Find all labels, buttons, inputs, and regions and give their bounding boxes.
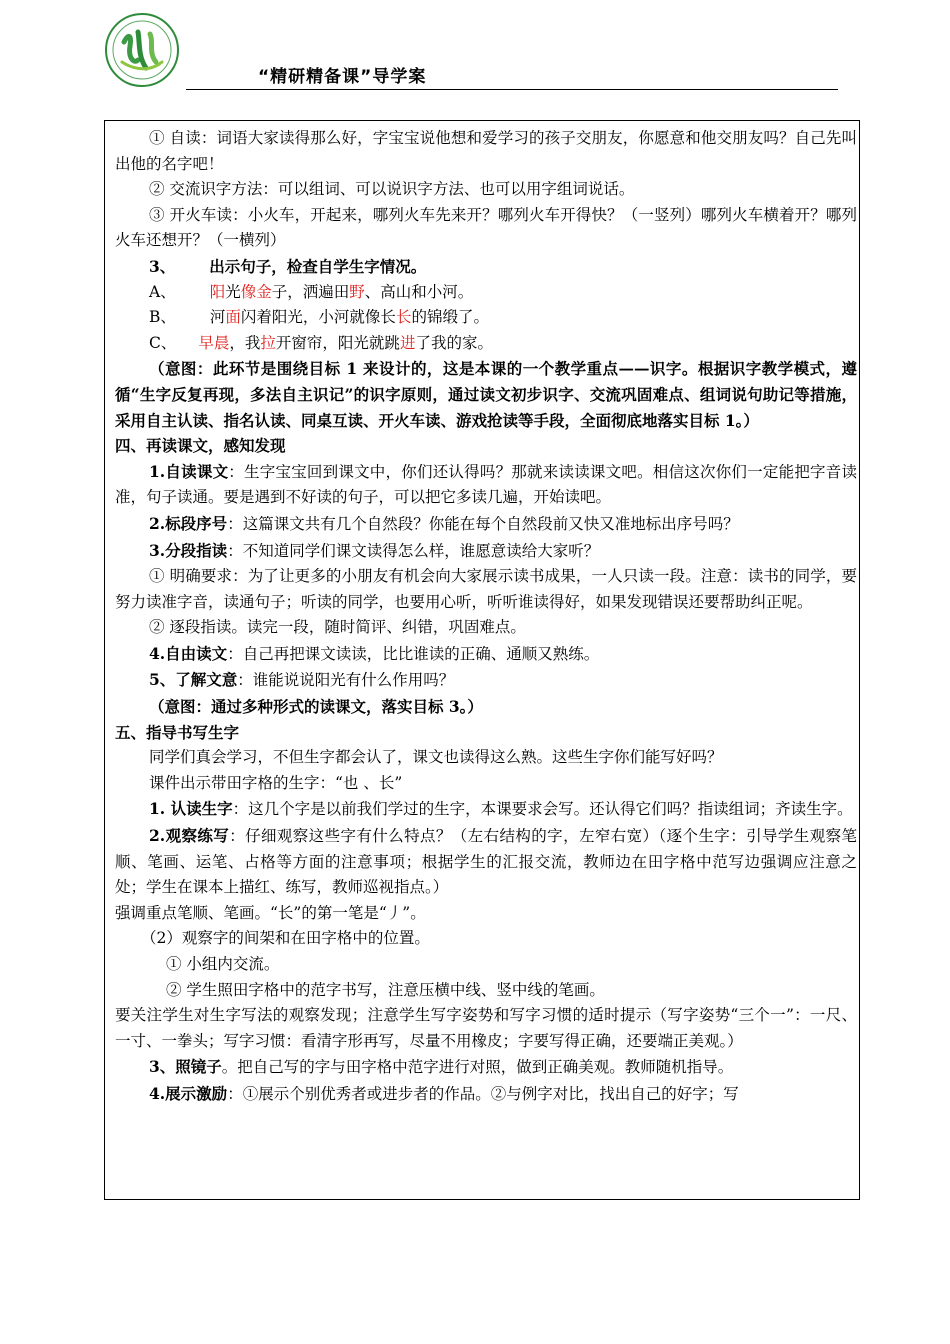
step-3-number: 3、	[149, 256, 176, 276]
paragraph-exchange-methods: ② 交流识字方法：可以组词、可以说识字方法、也可以用字组词说话。	[149, 180, 635, 199]
highlight-char: 像	[240, 282, 257, 301]
sentence-b-label: B、	[149, 308, 176, 327]
step-label: 2.观察练写	[149, 826, 230, 846]
paragraph-structure-observe: （2）观察字的间架和在田字格中的位置。	[141, 929, 430, 948]
step-5-1	[115, 796, 857, 823]
lesson-content	[115, 126, 857, 1108]
step-3-heading	[115, 254, 857, 280]
intent-note-1: （意图：此环节是围绕目标 1 来设计的，这是本课的一个教学重点——识字。根据识字教学模式，遵循“生字反复再现，多法自主识记”的识字原则，通过读文初步识字、交流巩固难点、组词说句助记等措施，采用自主认读、指名认读、同桌互读、开火车读、游戏抢读等手段，全面彻底地落实目标 1。）	[115, 359, 857, 430]
step-label: 3.分段指读	[149, 540, 228, 560]
highlight-char: 进	[399, 333, 416, 352]
step-4-1	[115, 459, 857, 511]
step-text: ：不知道同学们课文读得怎么样，谁愿意读给大家听？	[227, 541, 600, 560]
step-label: 4.展示激励	[149, 1083, 228, 1103]
intent-note-2: （意图：通过多种形式的读课文，落实目标 3。）	[149, 697, 483, 717]
highlight-char: 野	[349, 282, 365, 301]
step-3-text: 出示句子，检查自学生字情况。	[209, 256, 427, 276]
sentence-text: 的锦缎了。	[411, 308, 489, 327]
paragraph-group-exchange: ① 小组内交流。	[166, 955, 280, 973]
sentence-text: 子，洒遍田	[271, 282, 350, 301]
sentence-text: 了我的家。	[415, 333, 493, 352]
paragraph-model-writing: ② 学生照田字格中的范字书写，注意压横中线、竖中线的笔画。	[166, 980, 605, 999]
step-label: 1.自读课文	[149, 461, 229, 481]
header-divider	[186, 89, 838, 90]
step-label: 3、照镜子	[149, 1057, 222, 1077]
step-text: ：①展示个别优秀者或进步者的作品。②与例字对比，找出自己的好字；写	[227, 1084, 739, 1103]
step-text: ：仔细观察这些字有什么特点？（左右结构的字，左窄右宽）（逐个生字：引导学生观察笔顺、笔画、运笔、占格等方面的注意事项；根据学生的汇报交流，教师边在田字格中范写边强调应注意之处；学生在课本上描红、练写，教师巡视指点。）	[115, 827, 857, 897]
step-label: 4.自由读文	[149, 643, 228, 663]
sentence-c	[115, 331, 857, 357]
step-4-3-requirements: ① 明确要求：为了让更多的小朋友有机会向大家展示读书成果，一人只读一段。注意：读书的同学，要努力读准字音，读通句子；听读的同学，也要用心听，听听谁读得好，如果发现错误还要帮助纠正呢。	[115, 567, 857, 611]
step-5-4	[115, 1081, 857, 1108]
step-text: ：生字宝宝回到课文中，你们还认得吗？那就来读读课文吧。相信这次你们一定能把字音读准，句子读通。要是遇到不好读的句子，可以把它多读几遍，开始读吧。	[115, 462, 857, 507]
section-4-heading: 四、再读课文，感知发现	[115, 436, 286, 456]
paragraph-writing-habits: 要关注学生对生字写法的观察发现；注意学生写字姿势和写字习惯的适时提示（写字姿势“三个一”：一尺、一寸、一拳头；写字习惯：看清字形再写，尽量不用橡皮；字要写得正确，还要端正美观。）	[115, 1006, 857, 1050]
highlight-char: 阳	[209, 282, 226, 301]
step-text: ：谁能说说阳光有什么作用吗？	[237, 671, 455, 690]
highlight-char: 拉	[260, 333, 276, 352]
sentence-text: 光	[225, 282, 241, 301]
sentence-a-label: A、	[149, 282, 176, 301]
sentence-text: 、高山和小河。	[364, 282, 474, 301]
step-4-3	[115, 538, 857, 565]
paragraph-stroke-emphasis: 强调重点笔顺、笔画。“长”的第一笔是“丿”。	[115, 903, 426, 922]
step-text: ：这几个字是以前我们学过的生字，本课要求会写。还认得它们吗？指读组词；齐读生字。	[232, 800, 853, 819]
paragraph-courseware: 课件出示带田字格的生字：“也 、长”	[149, 773, 403, 792]
section-5-heading: 五、指导书写生字	[115, 722, 240, 742]
step-label: 1. 认读生字	[149, 799, 233, 819]
school-logo-icon	[104, 12, 180, 88]
step-5-3	[115, 1054, 857, 1081]
sentence-text: ，我	[229, 333, 261, 352]
sentence-c-label: C、	[149, 333, 177, 352]
highlight-char: 面	[225, 308, 241, 327]
sentence-b	[115, 305, 857, 331]
step-text: ：自己再把课文读读，比比谁读的正确、通顺又熟练。	[227, 644, 600, 663]
step-4-5	[115, 667, 857, 694]
paragraph-self-read: ① 自读：词语大家读得那么好，字宝宝说他想和爱学习的孩子交朋友，你愿意和他交朋友吗？自己先叫出他的名字吧！	[115, 129, 857, 173]
page-title: “精研精备课”导学案	[258, 67, 427, 87]
sentence-text: 河	[209, 308, 226, 327]
paragraph-train-reading: ③ 开火车读：小火车，开起来，哪列火车先来开？哪列火车开得快？（一竖列）哪列火车横着开？哪列火车还想开？（一横列）	[115, 205, 857, 250]
sentence-text: 闪着阳光，小河就像长	[240, 308, 396, 327]
sentence-a	[115, 280, 857, 306]
step-4-3-reading: ② 逐段指读。读完一段，随时简评、纠错，巩固难点。	[149, 618, 526, 637]
step-4-4	[115, 641, 857, 668]
highlight-char: 早晨	[198, 333, 230, 352]
step-text: ：这篇课文共有几个自然段？你能在每个自然段前又快又准地标出序号吗？	[227, 514, 739, 533]
step-label: 2.标段序号	[149, 513, 228, 533]
highlight-char: 长	[395, 308, 412, 327]
step-text: 。把自己写的字与田字格中范字进行对照，做到正确美观。教师随机指导。	[221, 1058, 734, 1077]
sentence-text: 开窗帘，阳光就跳	[275, 333, 400, 352]
step-5-2	[115, 823, 857, 901]
step-label: 5、了解文意	[149, 670, 238, 690]
step-4-2	[115, 511, 857, 538]
paragraph-writing-intro: 同学们真会学习，不但生字都会认了，课文也读得这么熟。这些生字你们能写好吗？	[149, 748, 723, 767]
highlight-char: 金	[256, 282, 272, 301]
